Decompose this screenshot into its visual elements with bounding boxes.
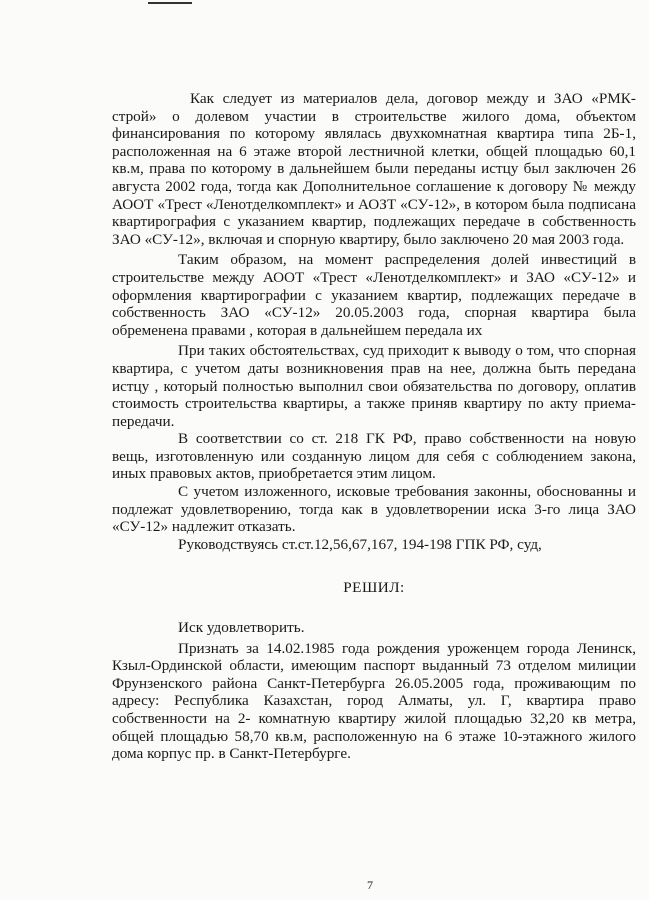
resolution-ownership: Признать за 14.02.1985 года рождения уроженцем города Ленинск, Кзыл-Ординской области, имеющим паспорт выданный 73 отделом милиции Фрунзенского района Санкт-Петербурга 26.05.2005 года, проживающим по адресу: Республика Казахстан, город Алматы, ул. Г, квартира право собственности на 2- комнатную квартиру жилой площадью 32,20 кв метра, общей площадью 58,70 кв.м, расположенную на 6 этаже 10-этажного жилого дома корпус пр. в Санкт-Петербурге. xyxy=(112,639,636,763)
top-edge-mark xyxy=(148,2,192,4)
paragraph-guided-by: Руководствуясь ст.ст.12,56,67,167, 194-198 ГПК РФ, суд, xyxy=(178,535,542,553)
paragraph-article-218: В соответствии со ст. 218 ГК РФ, право собственности на новую вещь, изготовленную или созданную лицом для себя с соблюдением закона, иных правовых актов, приобретается этим лицом. xyxy=(112,430,636,483)
decision-heading: РЕШИЛ: xyxy=(343,579,405,597)
paragraph-distribution: Таким образом, на момент распределения долей инвестиций в строительстве между АООТ «Трест «Ленотделкомплект» и ЗАО «СУ-12» и оформления квартирографии с указанием квартир, подлежащих передаче в собственность ЗАО «СУ-12» 20.05.2003 года, спорная квартира была обременена правами , которая в дальнейшем передала их xyxy=(112,251,636,339)
resolution-claim: Иск удовлетворить. xyxy=(178,619,305,637)
paragraph-contract: Как следует из материалов дела, договор между и ЗАО «РМК-строй» о долевом участии в строительстве жилого дома, объектом финансирования по которому являлась двухкомнатная квартира типа 2Б-1, расположенная на 6 этаже второй лестничной клетки, общей площадью 60,1 кв.м, права по которому в дальнейшем были переданы истцу был заключен 26 августа 2002 года, тогда как Дополнительное соглашение к договору № между АООТ «Трест «Ленотделкомплект» и АОЗТ «СУ-12», в котором была подписана квартирография с указанием квартир, подлежащих передаче в собственность ЗАО «СУ-12», включая и спорную квартиру, было заключено 20 мая 2003 года. xyxy=(112,90,636,248)
document-body xyxy=(112,90,636,763)
paragraph-conclusion: При таких обстоятельствах, суд приходит к выводу о том, что спорная квартира, с учетом даты возникновения прав на нее, должна быть передана истцу , который полностью выполнил свои обязательства по договору, оплатив стоимость строительства квартиры, а также приняв квартиру по акту приема-передачи. xyxy=(112,342,636,430)
page-number: 7 xyxy=(367,878,373,892)
paragraph-claims: С учетом изложенного, исковые требования законны, обоснованны и подлежат удовлетворению, тогда как в удовлетворении иска 3-го лица ЗАО «СУ-12» надлежит отказать. xyxy=(112,483,636,536)
